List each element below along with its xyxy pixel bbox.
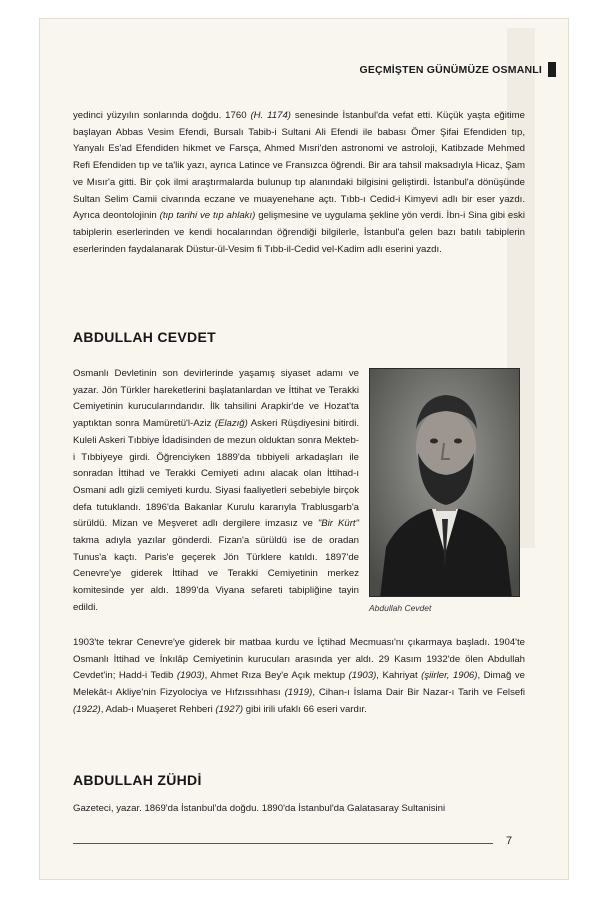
text-segment: , Ahmet Rıza Bey'e Açık mektup [204,670,349,682]
text-segment: gibi irili ufaklı 66 eseri vardır. [243,703,367,715]
text-segment: Gazeteci, yazar. 1869'da İstanbul'da doğdu. 1890'da İstanbul'da Galatasaray Sultanisini [73,803,446,814]
italic-text-segment: (Elazığ) [214,418,248,430]
text-segment: takma adıyla yazılar gönderdi. Fizan'a sürüldü ise de oradan Tunus'a kaçtı. Paris'e geçerek Jön Türklere katıldı. 1897'de Cenevre'ye giderek İttihad ve Terakki Cemiyetinin merkez komitesinde yer aldı. 1899'da Viyana sefareti tabipliğine tayin edildi. [73,535,359,613]
text-segment: Osmanlı Devletinin son devirlerinde yaşamış siyaset adamı ve yazar. Jön Türkler hareketlerini başlatanlardan ve İttihat ve Terakki Cemiyetinin kurucularındandır. İlk tahsilini Arapkir'de ve Hozat'ta yaptıktan sonra Mamüretü'l-Aziz [73,368,359,430]
text-segment: , Adab-ı Muaşeret Rehberi [100,703,216,715]
footer-rule [73,843,493,844]
italic-text-segment: (1927) [215,703,244,715]
page-number: 7 [506,835,513,847]
abdullah-zuhdi-text [73,801,525,818]
italic-text-segment: (1919) [284,687,313,699]
italic-text-segment: (1903) [348,670,377,682]
text-segment: senesinde İstanbul'da vefat etti. Küçük yaşta eğitime başlayan Abbas Vesim Efendi, Bursalı Tabib-i Sultani Ali Efendi ile babası Ömer Şifai Efendiden tıp, Yanyalı Es'ad Efendiden hikmet ve Farsça, Ahmed Mısri'den astronomi ve astroloji, Katibzade Mehmed Refi Efendiden tıp ve ta'lik yazı, ayrıca Latince ve Fransızca öğrendi. Bir ara tahsil maksadıyla Hicaz, Şam ve Mısır'a gitti. Bir çok ilmi araştırmalarda bulunup tıp alanındaki bilgisini geliştirdi. İstanbul'a dönüşünde Sultan Selim Camii civarında eczane ve muayenehane açtı. Tıbb-ı Cedid-i Kimyevi adlı bir eser yazdı. Ayrıca deontolojinin [73,110,526,222]
text-segment: , Dimağ ve Melekât-ı Akliye'nin Fizyolociya ve Hıfzıssıhhası [73,670,525,699]
photo-caption: Abdullah Cevdet [369,603,432,613]
section-heading-abdullah-cevdet: ABDULLAH CEVDET [73,329,216,345]
italic-text-segment: (H. 1174) [250,110,291,121]
italic-text-segment: (1922) [73,703,101,715]
italic-text-segment: (tıp tarihi ve tıp ahlakı) [159,210,256,222]
text-segment: yedinci yüzyılın sonlarında doğdu. 1760 [73,110,251,121]
italic-text-segment: (1903) [176,670,205,682]
italic-text-segment: "Bir Kürt" [317,518,360,530]
running-header-title: GEÇMİŞTEN GÜNÜMÜZE OSMANLI [359,63,542,76]
italic-text-segment: (şiirler, 1906) [421,670,478,682]
header-bar-mark [548,62,556,77]
portrait-photo [369,368,520,597]
section-heading-abdullah-zuhdi: ABDULLAH ZÜHDİ [73,772,202,788]
text-segment: Askeri Rüşdiyesini bitirdi. Kuleli Askeri Tıbbiye İdadisinden de mezun olduktan sonra Mekteb-i Tıbbiyeye girdi. Öğrenciyken 1889'da tıbbiyeli arkadaşları ile sonradan İttihad ve Terakki Cemiyeti adını alacak olan İttihad-ı Osmani adlı gizli cemiyeti kurdu. Siyasi faaliyetleri sebebiyle birçok defa tutuklandı. 1896'da Bakanlar Kurulu kararıyla Trablusgarb'a sürüldü. Mizan ve Meşveret adlı dergilere imzasız ve [73,418,359,530]
running-header [359,62,556,77]
text-segment: , Kahriyat [376,670,422,682]
text-segment: , Cihan-ı İslama Dair Bir Nazar-ı Tarih ve Felsefi [312,687,525,699]
text-segment: gelişmesine ve uygulama şekline yön verdi. İbn-i Sina gibi eski tabiplerin eserlerinden ve kendi hocalarından öğrendiği bilgilerle, İstanbul'a gelen bazı batılı tabiplerin eserlerinden faydalanarak Düstur-ül-Vesim fi Tıbb-il-Cedid vel-Kadim adlı eserini yazdı. [73,210,525,255]
abdullah-cevdet-continued-text [73,635,525,719]
intro-paragraph [73,108,525,258]
abdullah-cevdet-column-text [73,366,359,617]
text-segment: 1903'te tekrar Cenevre'ye giderek bir matbaa kurdu ve İçtihad Mecmuası'nı çıkarmaya başladı. 1904'te Osmanlı İttihad ve İnkılâp Cemiyetinin kurucuları arasında yer aldı. 29 Kasım 1932'de ölen Abdullah Cevdet'in; Hadd-i Tedib [73,637,525,682]
